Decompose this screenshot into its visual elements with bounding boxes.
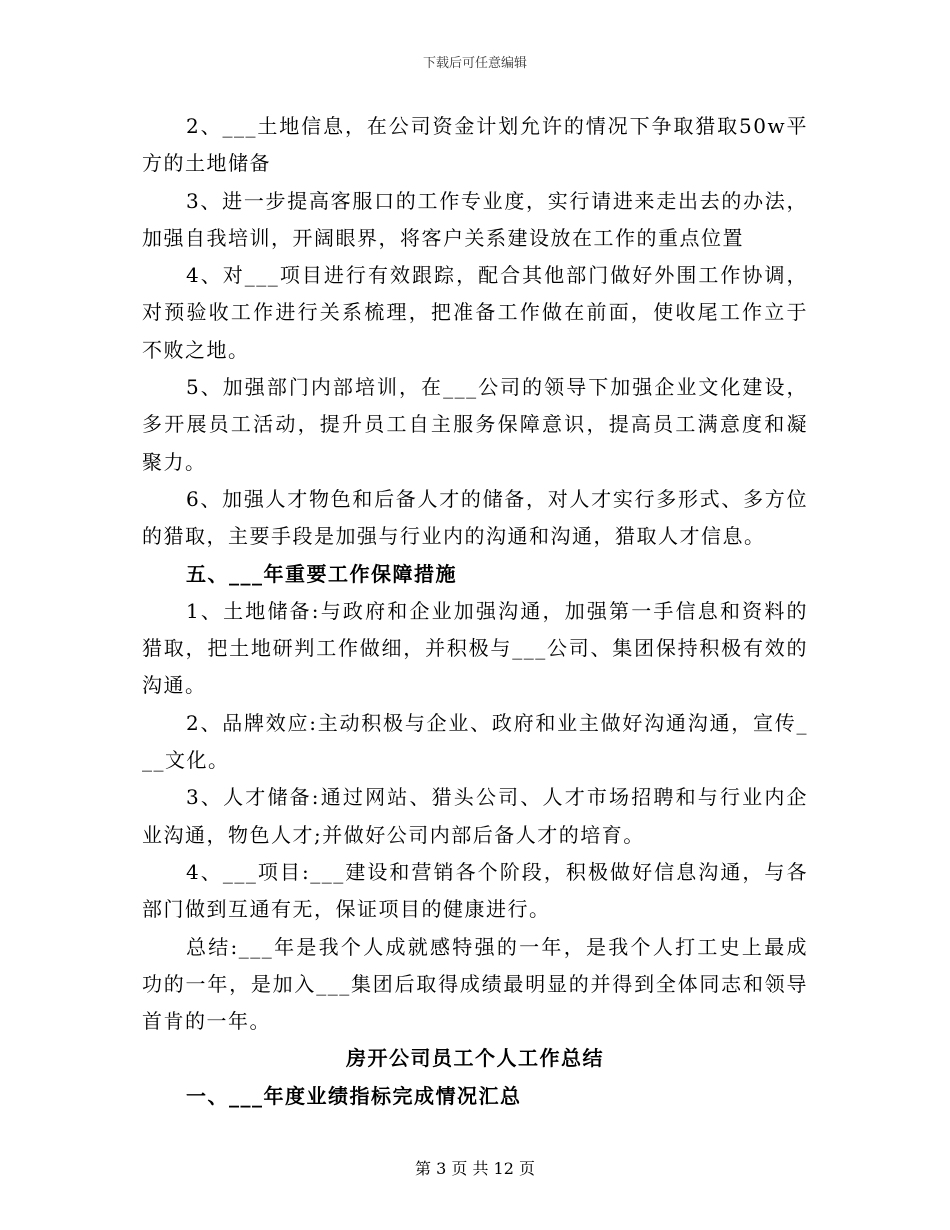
paragraph-item-5: 5、加强部门内部培训，在___公司的领导下加强企业文化建设，多开展员工活动，提升员工自主服务保障意识，提高员工满意度和凝聚力。 (142, 375, 808, 474)
paragraph-item-2: 2、___土地信息，在公司资金计划允许的情况下争取猎取50w平方的土地储备 (142, 114, 808, 176)
page-footer: 第 3 页 共 12 页 (415, 1159, 535, 1178)
page-header: 下载后可任意编辑 (422, 56, 527, 71)
paragraph-item-3: 3、进一步提高客服口的工作专业度，实行请进来走出去的办法，加强自我培训，开阔眼界，将客户关系建设放在工作的重点位置 (142, 188, 808, 250)
paragraph-measure-2: 2、品牌效应:主动积极与企业、政府和业主做好沟通沟通，宣传___文化。 (142, 710, 808, 773)
paragraph-measure-1: 1、土地储备:与政府和企业加强沟通，加强第一手信息和资料的猎取，把土地研判工作做细，并积极与___公司、集团保持积极有效的沟通。 (142, 598, 808, 698)
paragraph-measure-3: 3、人才储备:通过网站、猎头公司、人才市场招聘和与行业内企业沟通，物色人才;并做好公司内部后备人才的培育。 (142, 785, 808, 847)
paragraph-summary: 总结:___年是我个人成就感特强的一年，是我个人打工史上最成功的一年，是加入___集团后取得成绩最明显的并得到全体同志和领导首肯的一年。 (142, 934, 808, 1034)
paragraph-item-6: 6、加强人才物色和后备人才的储备，对人才实行多形式、多方位的猎取，主要手段是加强与行业内的沟通和沟通，猎取人才信息。 (142, 486, 808, 549)
section-heading-1: 一、___年度业绩指标完成情况汇总 (186, 1083, 522, 1108)
paragraph-measure-4: 4、___项目:___建设和营销各个阶段，积极做好信息沟通，与各部门做到互通有无，保证项目的健康进行。 (142, 859, 808, 922)
document-body (142, 108, 808, 1115)
section-heading-5: 五、___年重要工作保障措施 (186, 561, 457, 586)
paragraph-item-4: 4、对___项目进行有效跟踪，配合其他部门做好外围工作协调，对预验收工作进行关系梳理，把准备工作做在前面，使收尾工作立于不败之地。 (142, 263, 808, 362)
document-title: 房开公司员工个人工作总结 (346, 1046, 604, 1071)
